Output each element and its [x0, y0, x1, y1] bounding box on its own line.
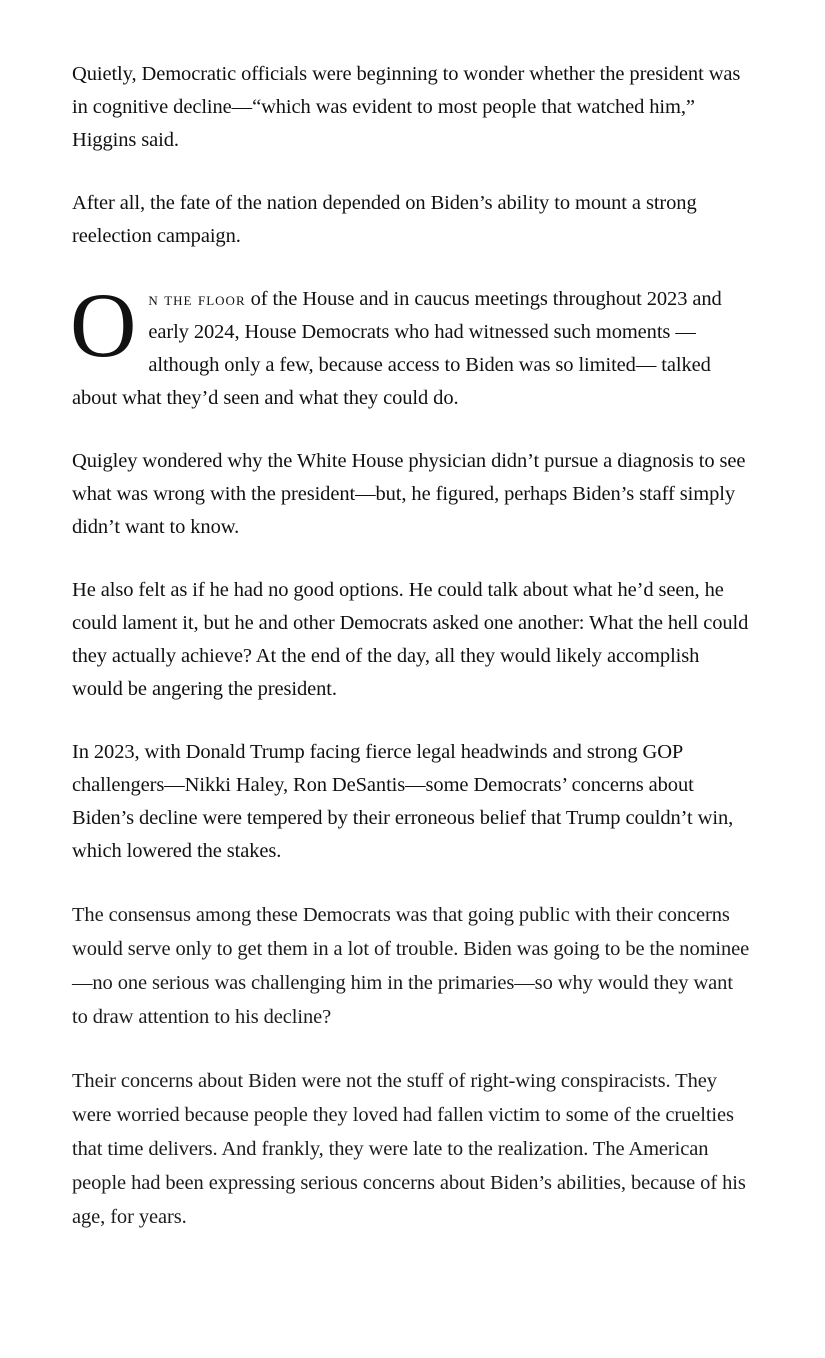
article-body	[72, 58, 752, 1264]
paragraph-no-good-options: He also felt as if he had no good options. He could talk about what he’d seen, he could lament it, but he and other Democrats asked one another: What the hell could they actually achieve? At the end of the day, all they would likely accomplish would be angering the president.	[72, 579, 749, 700]
paragraph-trump-2023: In 2023, with Donald Trump facing fierce legal headwinds and strong GOP challengers—Nikki Haley, Ron DeSantis—some Democrats’ concerns about Biden’s decline were tempered by their erroneous belief that Trump couldn’t win, which lowered the stakes.	[72, 741, 734, 862]
paragraph-consensus: The consensus among these Democrats was that going public with their concerns would serve only to get them in a lot of trouble. Biden was going to be the nominee—no one serious was challenging him in the primaries—so why would they want to draw attention to his decline?	[72, 904, 750, 1028]
paragraph-fate-of-nation: After all, the fate of the nation depended on Biden’s ability to mount a strong reelection campaign.	[72, 192, 697, 247]
section-opening-paragraph	[70, 274, 752, 415]
small-caps-lead: n the floor	[148, 289, 246, 309]
paragraph-their-concerns: Their concerns about Biden were not the stuff of right-wing conspiracists. They were worried because people they loved had fallen victim to some of the cruelties that time delivers. And frankly, they were late to the realization. The American people had been expressing serious concerns about Biden’s abilities, because of his age, for years.	[72, 1070, 746, 1228]
section-opening-text: of the House and in caucus meetings throughout 2023 and early 2024, House Democrats who had witnessed such moments —although only a few, because access to Biden was so limited— talked about what they’d seen and what they could do.	[72, 288, 722, 409]
paragraph-quigley: Quigley wondered why the White House physician didn’t pursue a diagnosis to see what was wrong with the president—but, he figured, perhaps Biden’s staff simply didn’t want to know.	[72, 450, 746, 538]
drop-cap: O	[70, 274, 137, 376]
paragraph-cognitive-decline: Quietly, Democratic officials were beginning to wonder whether the president was in cognitive decline—“which was evident to most people that watched him,” Higgins said.	[72, 63, 741, 151]
